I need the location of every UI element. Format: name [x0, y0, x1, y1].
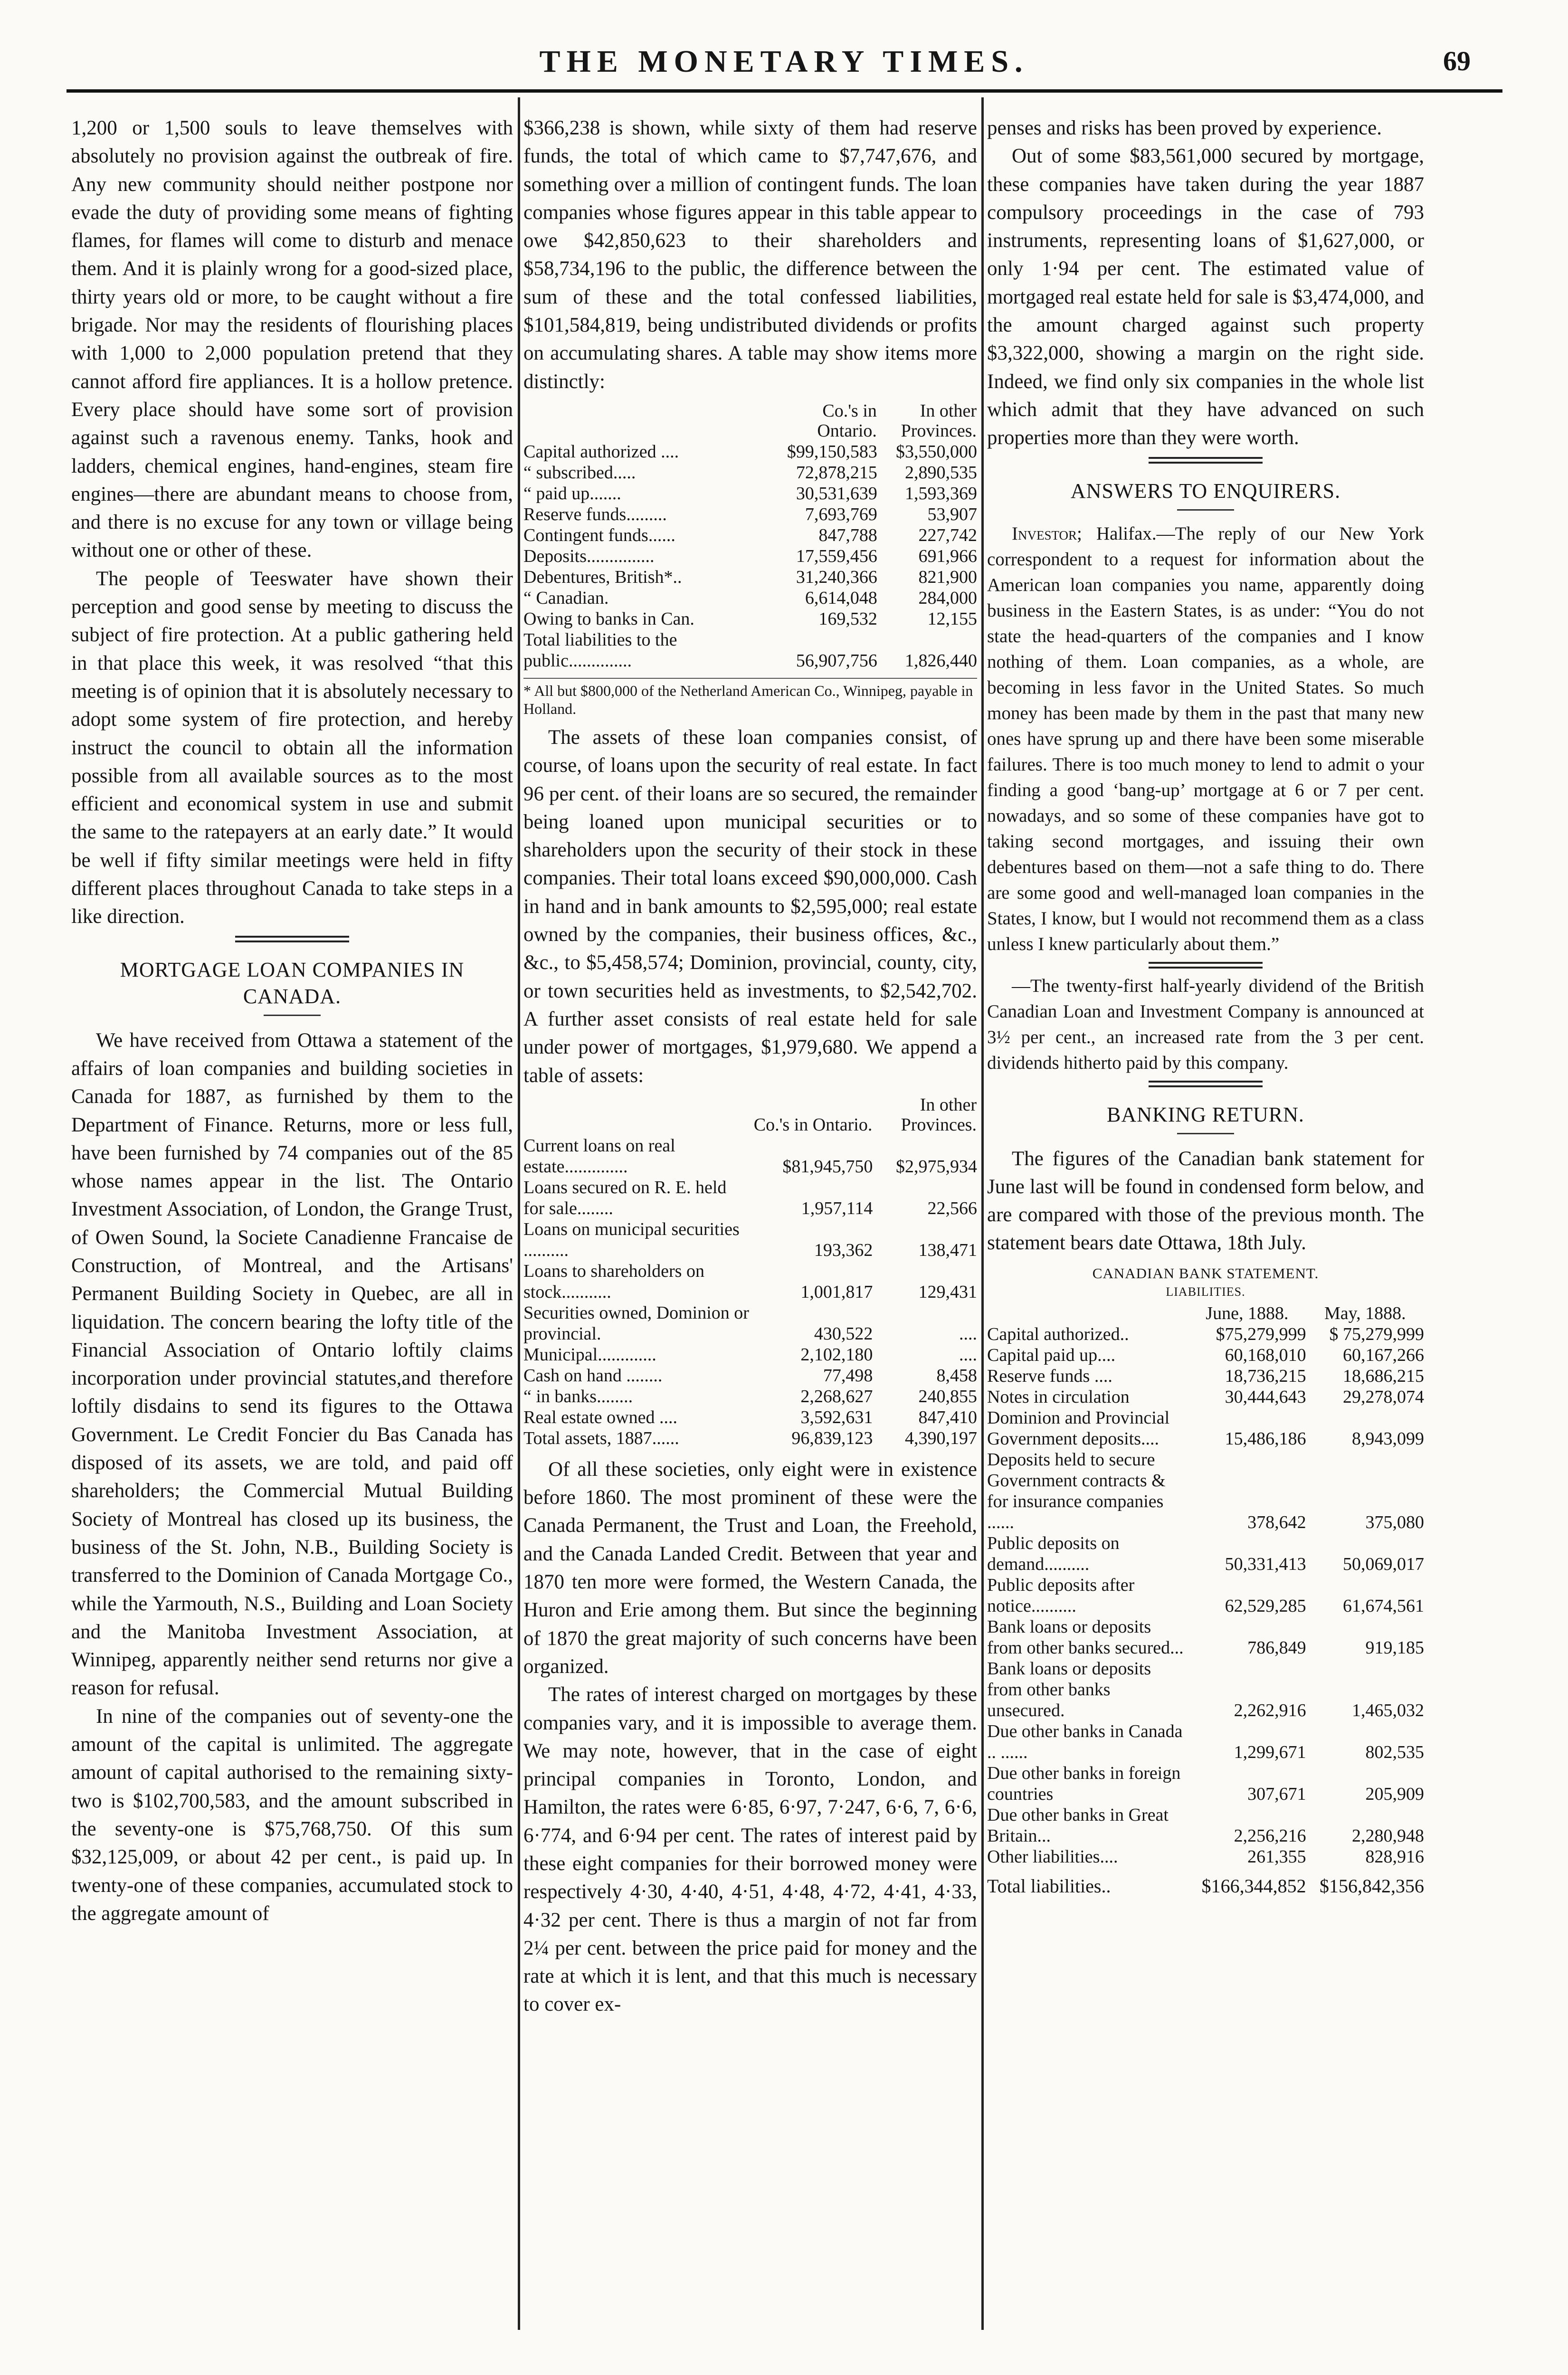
- liabilities-table: [523, 400, 977, 671]
- row-value-a: 2,256,216: [1234, 1825, 1306, 1846]
- row-value-b: 22,566: [927, 1198, 977, 1218]
- row-label: Loans on municipal securities ..........: [523, 1219, 740, 1260]
- column-header: In other Provinces.: [901, 1094, 977, 1135]
- row-value-a: 261,355: [1247, 1846, 1306, 1867]
- table-row: [523, 1219, 977, 1261]
- row-value-b: 2,280,948: [1352, 1825, 1424, 1846]
- row-value-a: 307,671: [1247, 1784, 1306, 1804]
- row-value-b: ....: [959, 1323, 977, 1344]
- table-row: [523, 1135, 977, 1177]
- total-row: [987, 1867, 1424, 1897]
- row-label: Due other banks in Canada .. ......: [987, 1721, 1183, 1762]
- table-row: [523, 1177, 977, 1219]
- row-value-b: 802,535: [1365, 1742, 1424, 1762]
- interest-rates-paragraph: The rates of interest charged on mortgages by these companies vary, and it is impossible to average them. We may note, however, that in the case of eight principal companies in Toronto, London, and Hamilton, the rates were 6·85, 6·97, 7·247, 6·6, 7, 6·6, 6·774, and 6·94 per cent. The rates of interest paid by these eight companies for their borrowed money were respectively 4·30, 4·40, 4·51, 4·48, 4·72, 4·41, 4·33, 4·32 per cent. There is thus a margin of not far from 2¼ per cent. between the price paid for money and the rate at which it is lent, and that this much is necessary to cover ex-: [523, 1683, 977, 2016]
- row-value-b: 61,674,561: [1343, 1596, 1424, 1616]
- societies-paragraph: Of all these societies, only eight were in existence before 1860. The most prominent of these were the Canada Permanent, the Trust and Loan, the Freehold, and the Canada Landed Credit. Between that year and 1870 ten more were formed, the Western Canada, the Huron and Erie among them. But since the beginning of 1870 the great majority of such concerns have been organized.: [523, 1458, 977, 1678]
- reserve-funds-paragraph: $366,238 is shown, while sixty of them had reserve funds, the total of which came to $7,747,676, and something over a million of contingent funds. The loan companies whose figures appear in this table appear to owe $42,850,623 to their shareholders and $58,734,196 to the public, the difference between the sum of these and the total confessed liabilities, $101,584,819, being undistributed dividends or profits on accumulating shares. A table may show items more distinctly:: [523, 117, 977, 393]
- row-value-a: 7,693,769: [805, 504, 877, 524]
- row-value-a: 169,532: [818, 608, 877, 629]
- row-value-a: 96,839,123: [791, 1428, 873, 1448]
- row-label: Loans to shareholders on stock...........: [523, 1261, 704, 1302]
- table-row: [523, 462, 977, 483]
- row-value-a: 193,362: [814, 1240, 873, 1260]
- row-label: Bank loans or deposits from other banks unsecured.: [987, 1658, 1151, 1720]
- table-row: [523, 1386, 977, 1407]
- row-label: Dominion and Provincial Government deposits....: [987, 1407, 1170, 1449]
- row-value-b: 18,686,215: [1343, 1366, 1424, 1386]
- table-row: [523, 1344, 977, 1365]
- table-row: [523, 483, 977, 504]
- row-label: Total liabilities to the public..............: [523, 629, 677, 671]
- table-row: [987, 1721, 1424, 1763]
- row-label: Owing to banks in Can.: [523, 608, 694, 629]
- banking-paragraph: The figures of the Canadian bank statement for June last will be found in condensed form below, and are compared with those of the previous month. The statement bears date Ottawa, 18th July.: [987, 1147, 1424, 1254]
- row-label: Capital paid up....: [987, 1345, 1116, 1365]
- table-row: [523, 567, 977, 588]
- column-header: In other Provinces.: [901, 400, 977, 441]
- row-label: Deposits held to secure Government contracts & for insurance companies ......: [987, 1449, 1166, 1532]
- row-value-a: 77,498: [823, 1365, 873, 1386]
- row-value-a: $99,150,583: [787, 441, 877, 462]
- section-rule: [1149, 457, 1263, 464]
- row-label: Reserve funds.........: [523, 504, 667, 524]
- fire-protection-paragraph: 1,200 or 1,500 souls to leave themselves with absolutely no provision against the outbreak of fire. Any new community should neither postpone nor evade the duty of providing some means of fighting flames, for flames will come to disturb and menace them. And it is plainly wrong for a good-sized place, thirty years old or more, to be caught without a fire brigade. Nor may the residents of flourishing places with 1,000 to 2,000 population pretend that they cannot afford fire appliances. It is a hollow pretence. Every place should have some sort of provision against such a ravenous enemy. Tanks, hook and ladders, chemical engines, hand-engines, steam fire engines—there are abundant means to choose from, and there is no excuse for any town or village being without one or other of these.: [71, 117, 513, 562]
- row-label: Reserve funds ....: [987, 1366, 1112, 1386]
- table-row: [523, 1365, 977, 1386]
- section-rule: [1149, 962, 1263, 969]
- row-label: Cash on hand ........: [523, 1365, 663, 1386]
- row-value-b: 1,593,369: [905, 483, 977, 504]
- row-value-a: 17,559,456: [796, 546, 877, 566]
- total-june: $166,344,852: [1201, 1875, 1306, 1897]
- row-label: Other liabilities....: [987, 1846, 1118, 1867]
- header-rule: [67, 89, 1502, 93]
- table-row: [523, 588, 977, 608]
- table-row: [987, 1805, 1424, 1846]
- table-row: [987, 1533, 1424, 1575]
- row-value-a: 1,299,671: [1234, 1742, 1306, 1762]
- liabilities-caption: LIABILITIES.: [1166, 1284, 1245, 1299]
- table-row: [987, 1345, 1424, 1366]
- row-value-b: 8,943,099: [1352, 1428, 1424, 1449]
- row-value-a: 430,522: [814, 1323, 873, 1344]
- row-value-b: $ 75,279,999: [1329, 1324, 1424, 1344]
- row-value-b: 53,907: [927, 504, 977, 524]
- table-row: [987, 1407, 1424, 1449]
- section-rule: [235, 936, 349, 942]
- row-value-b: 4,390,197: [905, 1428, 977, 1448]
- row-value-a: 30,444,643: [1225, 1387, 1306, 1407]
- row-label: Debentures, British*..: [523, 567, 682, 587]
- row-value-a: 2,268,627: [800, 1386, 873, 1406]
- column-2: [523, 114, 977, 2019]
- table-row: [523, 1407, 977, 1428]
- row-value-a: 31,240,366: [796, 567, 877, 587]
- section-rule: [1149, 1081, 1263, 1087]
- column-1: [71, 114, 513, 1928]
- row-value-a: 60,168,010: [1225, 1345, 1306, 1365]
- row-value-a: 56,907,756: [796, 650, 877, 671]
- row-value-a: 6,614,048: [805, 588, 877, 608]
- row-value-b: 919,185: [1365, 1637, 1424, 1658]
- bank-statement-table: [987, 1303, 1424, 1897]
- table-row: [987, 1387, 1424, 1407]
- dividend-paragraph: —The twenty-first half-yearly dividend of the British Canadian Loan and Investment Company is announced at 3½ per cent., an increased rate from the 3 per cent. dividends hitherto paid by this company.: [987, 975, 1424, 1073]
- capital-paragraph: In nine of the companies out of seventy-one the amount of the capital is unlimited. The aggregate amount of capital authorised to the remaining sixty-two is $102,700,583, and the amount subscribed in the seventy-one is $75,768,750. Of this sum $32,125,009, or about 42 per cent., is paid up. In twenty-one of these companies, accumulated stock to the aggregate amount of: [71, 1705, 513, 1925]
- row-value-b: 847,410: [918, 1407, 977, 1427]
- answers-heading: ANSWERS TO ENQUIRERS.: [1070, 479, 1341, 503]
- row-label: Bank loans or deposits from other banks secured...: [987, 1616, 1184, 1658]
- row-value-a: 50,331,413: [1225, 1554, 1306, 1574]
- row-value-b: 138,471: [918, 1240, 977, 1260]
- ottawa-statement-paragraph: We have received from Ottawa a statement of the affairs of loan companies and building societies in Canada for 1887, as furnished by them to the Department of Finance. Returns, more or less full, have been furnished by 74 companies out of the 85 whose names appear in the list. The Ontario Investment Association, of London, the Grange Trust, of Owen Sound, la Societe Canadienne Francaise de Construction, of Montreal, and the Artisans' Permanent Building Society in Quebec, are all in liquidation. The concern bearing the lofty title of the Financial Association of Ontario loftily claims incorporation under provincial statutes,and therefore loftily disdains to send its figures to the Ottawa Government. Le Credit Foncier du Bas Canada has disposed of its assets, we are told, and paid off shareholders; the Commercial Mutual Building Society of Montreal has closed up its business, the business of the St. John, N.B., Building Society is transferred to the Dominion of Canada Mortgage Co., while the Yarmouth, N.S., Building and Loan Society and the Manitoba Investment Association, at Winnipeg, apparently neither send returns nor give a reason for refusal.: [71, 1029, 513, 1700]
- bank-statement-caption: CANADIAN BANK STATEMENT.: [1092, 1264, 1319, 1282]
- investor-answer: [987, 521, 1424, 957]
- row-label: Public deposits on demand..........: [987, 1533, 1120, 1574]
- table-row: [523, 525, 977, 546]
- row-value-b: $2,975,934: [896, 1156, 977, 1177]
- row-label: Notes in circulation: [987, 1387, 1130, 1407]
- row-label: Loans secured on R. E. held for sale........: [523, 1177, 727, 1218]
- row-value-b: 8,458: [936, 1365, 977, 1386]
- row-value-a: 2,102,180: [800, 1344, 873, 1365]
- row-value-a: $75,279,999: [1216, 1324, 1306, 1344]
- row-value-a: 378,642: [1247, 1512, 1306, 1532]
- row-value-b: $3,550,000: [896, 441, 977, 462]
- row-label: Current loans on real estate..............: [523, 1135, 675, 1177]
- experience-paragraph: penses and risks has been proved by experience.: [987, 117, 1382, 139]
- row-label: Public deposits after notice..........: [987, 1575, 1135, 1616]
- table-row: [523, 504, 977, 525]
- assets-table: [523, 1094, 977, 1449]
- table-row: [987, 1658, 1424, 1721]
- row-value-a: 786,849: [1247, 1637, 1306, 1658]
- row-value-b: 2,890,535: [905, 462, 977, 483]
- row-label: “ in banks........: [523, 1386, 633, 1406]
- row-label: “ subscribed.....: [523, 462, 636, 483]
- table-row: [523, 608, 977, 629]
- page-number: 69: [1443, 46, 1471, 76]
- investor-text: ; Halifax.—The reply of our New York correspondent to a request for information about the American loan companies you name, apparently doing business in the Eastern States, is as under: “You do not state the head-quarters of the companies and I know nothing of them. Loan companies, as a whole, are becoming in less favor in the United States. So much money has been made by them in the past that many new ones have sprung up and there have been some miserable failures. There is too much money to lend to admit o your finding a good ‘bang-up’ mortgage at 6 or 7 per cent. nowadays, and so some of these companies have got to taking second mortgages, and issuing their own debentures based on them—not a safe thing to do. There are some good and well-managed loan companies in the States, I know, but I would not recommend them as a class unless I knew particularly about them.”: [987, 523, 1424, 954]
- row-value-b: 821,900: [918, 567, 977, 587]
- row-value-a: 15,486,186: [1225, 1428, 1306, 1449]
- masthead-title: THE MONETARY TIMES.: [539, 44, 1029, 79]
- mortgage-heading: MORTGAGE LOAN COMPANIES IN CANADA.: [120, 958, 465, 1008]
- row-value-b: 12,155: [927, 608, 977, 629]
- table-row: [987, 1324, 1424, 1345]
- row-value-a: 1,957,114: [801, 1198, 873, 1218]
- table-row: [523, 1302, 977, 1344]
- column-3: [987, 114, 1424, 1897]
- row-value-a: 847,788: [818, 525, 877, 545]
- row-label: Due other banks in Great Britain...: [987, 1805, 1169, 1846]
- row-value-b: 284,000: [918, 588, 977, 608]
- row-value-a: 72,878,215: [796, 462, 877, 483]
- row-value-a: 3,592,631: [800, 1407, 873, 1427]
- mortgage-proceedings-paragraph: Out of some $83,561,000 secured by mortgage, these companies have taken during the year 1887 compulsory proceedings in the case of 793 instruments, representing loans of $1,627,000, or only 1·94 per cent. The estimated value of mortgaged real estate held for sale is $3,474,000, and the amount charged against such property $3,322,000, showing a margin on the right side. Indeed, we find only six companies in the whole list which admit that they have advanced on such properties more than they were worth.: [987, 145, 1424, 449]
- table-row: [523, 629, 977, 671]
- total-may: $156,842,356: [1320, 1875, 1424, 1897]
- row-value-b: 60,167,266: [1343, 1345, 1424, 1365]
- heading-rule: [264, 1015, 321, 1016]
- row-label: Municipal.............: [523, 1344, 656, 1365]
- teeswater-paragraph: The people of Teeswater have shown their perception and good sense by meeting to discuss the subject of fire protection. At a public gathering held in that place this week, it was resolved “that this meeting is of opinion that it is absolutely necessary to adopt some system of fire protection, and hereby instruct the council to obtain all the information possible from all available sources as to the most efficient and economical system in use and submit the same to the ratepayers at an early date.” It would be well if fifty similar meetings were held in fifty different places throughout Canada to take steps in a like direction.: [71, 567, 513, 928]
- row-value-b: 240,855: [918, 1386, 977, 1406]
- heading-rule: [1177, 509, 1234, 511]
- row-value-a: 2,262,916: [1234, 1700, 1306, 1720]
- table-row: [523, 441, 977, 462]
- table-row: [987, 1449, 1424, 1533]
- column-header: May, 1888.: [1324, 1303, 1406, 1323]
- row-value-b: 691,966: [918, 546, 977, 566]
- row-value-b: 1,826,440: [905, 650, 977, 671]
- row-label: “ paid up.......: [523, 483, 621, 504]
- row-label: Securities owned, Dominion or provincial.: [523, 1302, 749, 1344]
- row-value-b: 129,431: [918, 1282, 977, 1302]
- row-value-b: 29,278,074: [1343, 1387, 1424, 1407]
- row-value-a: 62,529,285: [1225, 1596, 1306, 1616]
- table-row: [523, 1428, 977, 1449]
- row-label: Contingent funds......: [523, 525, 675, 545]
- row-label: Total assets, 1887......: [523, 1428, 679, 1448]
- row-value-b: ....: [959, 1344, 977, 1365]
- column-header: Co.'s in Ontario.: [753, 1114, 873, 1135]
- table-row: [523, 546, 977, 567]
- row-value-a: $81,945,750: [782, 1156, 873, 1177]
- assets-paragraph: The assets of these loan companies consist, of course, of loans upon the security of real estate. In fact 96 per cent. of their loans are so secured, the remainder being loaned upon municipal securities or to shareholders upon the security of their stock in these companies. Their total loans exceed $90,000,000. Cash in hand and in bank amounts to $2,595,000; real estate owned by the companies, their business offices, &c., &c., to $5,458,574; Dominion, provincial, county, city, or town securities held as investments, to $2,542,702. A further asset consists of real estate held for sale under power of mortgages, $1,979,680. We append a table of assets:: [523, 726, 977, 1087]
- column-divider-2: [981, 97, 984, 2330]
- table-row: [987, 1846, 1424, 1867]
- row-label: Real estate owned ....: [523, 1407, 677, 1427]
- column-divider-1: [518, 97, 520, 2330]
- row-label: Due other banks in foreign countries: [987, 1763, 1181, 1804]
- row-value-a: 30,531,639: [796, 483, 877, 504]
- table-row: [987, 1366, 1424, 1387]
- total-label: Total liabilities..: [987, 1875, 1111, 1897]
- table-row: [987, 1763, 1424, 1805]
- table-row: [987, 1616, 1424, 1658]
- column-header: Co.'s in Ontario.: [817, 400, 877, 441]
- row-value-b: 50,069,017: [1343, 1554, 1424, 1574]
- column-header: June, 1888.: [1206, 1303, 1289, 1323]
- row-value-b: 1,465,032: [1352, 1700, 1424, 1720]
- investor-lead: Investor: [1012, 523, 1077, 544]
- row-label: Capital authorized..: [987, 1324, 1129, 1344]
- row-value-b: 205,909: [1365, 1784, 1424, 1804]
- table-row: [987, 1575, 1424, 1616]
- table-row: [523, 1261, 977, 1302]
- row-value-a: 18,736,215: [1225, 1366, 1306, 1386]
- row-value-b: 375,080: [1365, 1512, 1424, 1532]
- row-label: “ Canadian.: [523, 588, 609, 608]
- row-label: Deposits...............: [523, 546, 655, 566]
- footnote: * All but $800,000 of the Netherland American Co., Winnipeg, payable in Holland.: [523, 678, 977, 718]
- row-value-b: 828,916: [1365, 1846, 1424, 1867]
- heading-rule: [1177, 1133, 1234, 1134]
- banking-heading: BANKING RETURN.: [1107, 1102, 1304, 1126]
- row-value-a: 1,001,817: [800, 1282, 873, 1302]
- row-label: Capital authorized ....: [523, 441, 679, 462]
- row-value-b: 227,742: [918, 525, 977, 545]
